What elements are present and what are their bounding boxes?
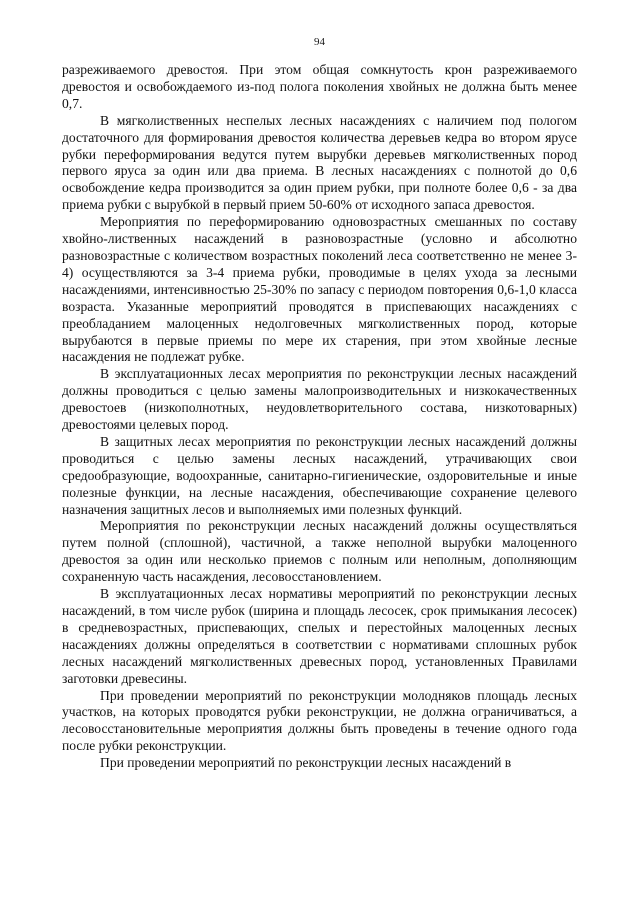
paragraph: В эксплуатационных лесах нормативы мероприятий по реконструкции лесных насаждений, в том числе рубок (ширина и площадь лесосек, срок примыкания лесосек) в средневозрастных, приспевающих, спелых и перестойных малоценных лесных насаждениях должны определяться в соответствии с нормативами сплошных рубок лесных насаждений мягколиственных древесных пород, установленных Правилами заготовки древесины. — [62, 586, 577, 686]
page-number: 94 — [314, 36, 325, 48]
paragraph: разреживаемого древостоя. При этом общая сомкнутость крон разреживаемого древостоя и освобождаемого из-под полога поколения хвойных не должна быть менее 0,7. — [62, 62, 577, 111]
paragraph: Мероприятия по реконструкции лесных насаждений должны осуществляться путем полной (сплошной), частичной, а также неполной вырубки малоценного древостоя за один или несколько приемов с полным или неполным, дополняющим сохраненную часть насаждения, лесовосстановлением. — [62, 518, 577, 585]
paragraph: При проведении мероприятий по реконструкции молодняков площадь лесных участков, на которых проводятся рубки реконструкции, не должна ограничиваться, а лесовосстановительные мероприятия должны быть проведены в течение одного года после рубки реконструкции. — [62, 687, 577, 754]
paragraph: В защитных лесах мероприятия по реконструкции лесных насаждений должны проводиться с целью замены лесных насаждений, утрачивающих свои средообразующие, водоохранные, санитарно-гигиенические, оздоровительные и иные полезные функции, на лесные насаждения, обеспечивающие сохранение целевого назначения защитных лесов и выполняемых ими полезных функций. — [62, 433, 577, 517]
document-body — [62, 62, 577, 772]
paragraph: При проведении мероприятий по реконструкции лесных насаждений в — [100, 755, 512, 771]
paragraph: Мероприятия по переформированию одновозрастных смешанных по составу хвойно-лиственных насаждений в разновозрастные (условно и абсолютно разновозрастные с количеством возрастных поколений леса соответственно не менее 3-4) осуществляются за 3-4 приема рубки, проводимые в целях ухода за лесными насаждениями, интенсивностью 25-30% по запасу с периодом повторения 0,6-1,0 класса возраста. Указанные мероприятий проводятся в приспевающих насаждениях с преобладанием малоценных недолговечных мягколиственных пород, которые вырубаются в первые приемы по мере их старения, при этом хвойные лесные насаждения не подлежат рубке. — [62, 214, 577, 365]
paragraph: В мягколиственных неспелых лесных насаждениях с наличием под пологом достаточного для формирования древостоя количества деревьев кедра во втором ярусе рубки переформирования ведутся путем вырубки деревьев мягколиственных пород первого яруса за один или два приема. В лесных насаждениях с полнотой до 0,6 освобождение кедра производится за один прием рубки, при полноте более 0,6 - за два приема рубки с вырубкой в первый прием 50-60% от исходного запаса древостоя. — [62, 112, 577, 213]
paragraph: В эксплуатационных лесах мероприятия по реконструкции лесных насаждений должны проводиться с целью замены малопроизводительных и низкокачественных древостоев (низкополнотных, неудовлетворительного состава, низкотоварных) древостоями целевых пород. — [62, 366, 577, 433]
